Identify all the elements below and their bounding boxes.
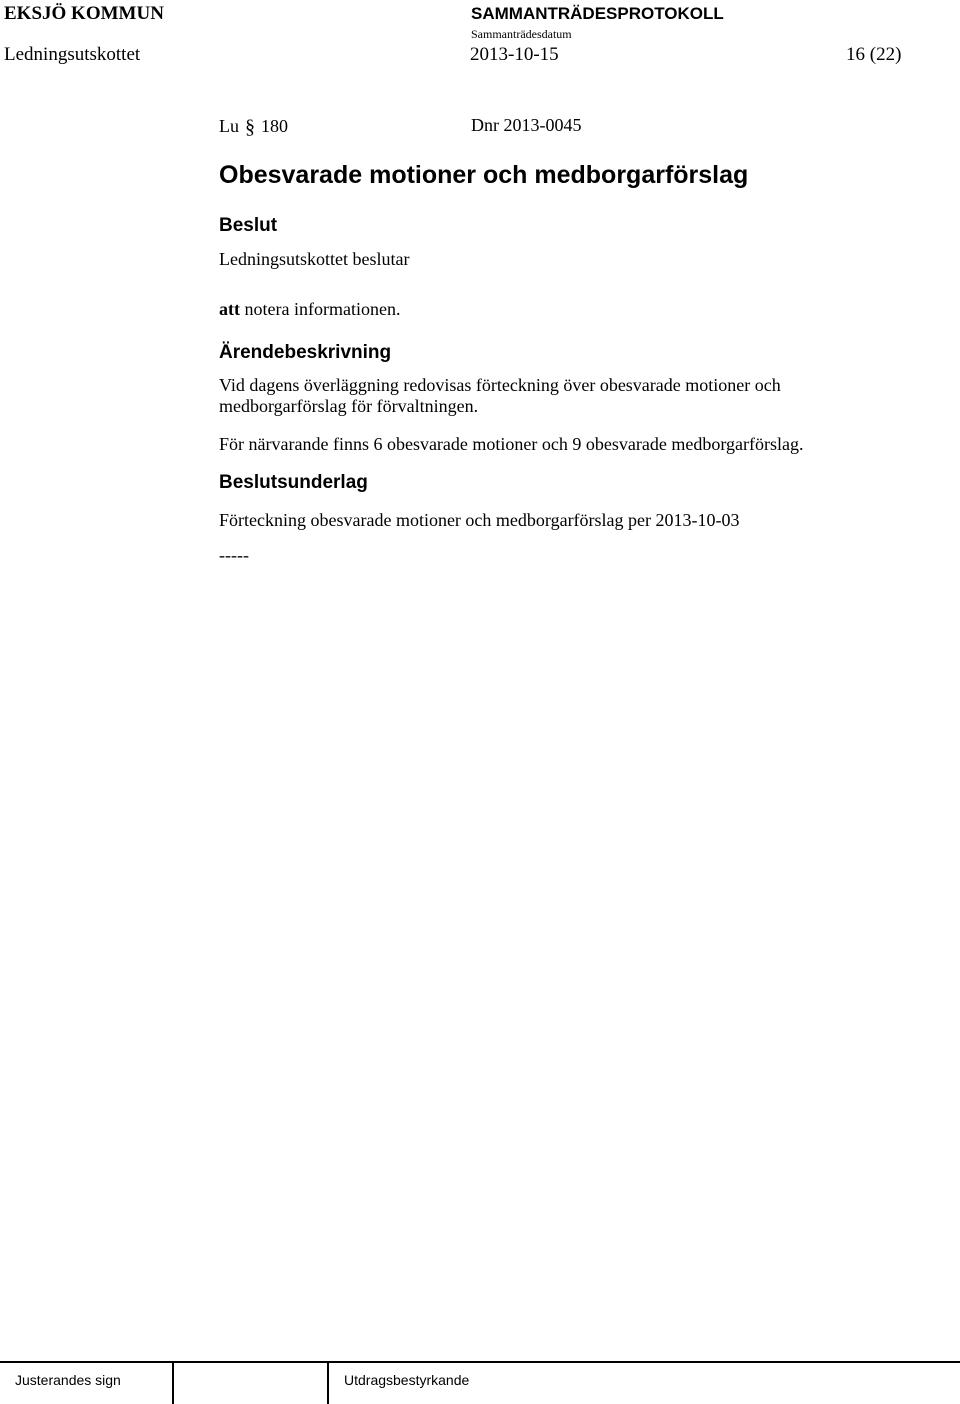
description-paragraph-2: För närvarande finns 6 obesvarade motioner och 9 obesvarade medborgarförslag. bbox=[219, 434, 804, 454]
basis-item: Förteckning obesvarade motioner och medborgarförslag per 2013-10-03 bbox=[219, 510, 740, 530]
meeting-date: 2013-10-15 bbox=[470, 44, 559, 65]
justering-signature-field: Justerandes sign bbox=[15, 1372, 121, 1388]
description-paragraph-1: Vid dagens överläggning redovisas förteckning över obesvarade motioner och medborgarförslag för förvaltningen. bbox=[219, 375, 781, 416]
basis-separator: ----- bbox=[219, 545, 249, 565]
reference-number: 180 bbox=[261, 116, 288, 136]
footer-column-divider-1 bbox=[172, 1362, 174, 1404]
meeting-date-label: Sammanträdesdatum bbox=[471, 27, 572, 41]
decision-clause bbox=[219, 299, 400, 320]
committee-name: Ledningsutskottet bbox=[4, 44, 141, 65]
diary-number: Dnr 2013-0045 bbox=[471, 115, 582, 135]
utdrag-certification-field: Utdragsbestyrkande bbox=[344, 1372, 470, 1388]
basis-heading: Beslutsunderlag bbox=[219, 472, 368, 493]
page-title: Obesvarade motioner och medborgarförslag bbox=[219, 161, 749, 189]
paragraph-reference bbox=[219, 115, 288, 138]
description-heading: Ärendebeskrivning bbox=[219, 342, 392, 363]
reference-prefix: Lu bbox=[219, 116, 239, 136]
decision-intro: Ledningsutskottet beslutar bbox=[219, 249, 410, 269]
document-type: SAMMANTRÄDESPROTOKOLL bbox=[471, 4, 724, 23]
decision-text: notera informationen. bbox=[244, 299, 401, 319]
footer-divider bbox=[0, 1361, 960, 1363]
section-sign-icon: § bbox=[245, 116, 255, 138]
decision-heading: Beslut bbox=[219, 215, 278, 236]
page-number: 16 (22) bbox=[846, 44, 902, 65]
organization-name: EKSJÖ KOMMUN bbox=[4, 3, 164, 24]
footer-column-divider-2 bbox=[327, 1362, 329, 1404]
att-keyword: att bbox=[219, 299, 240, 319]
